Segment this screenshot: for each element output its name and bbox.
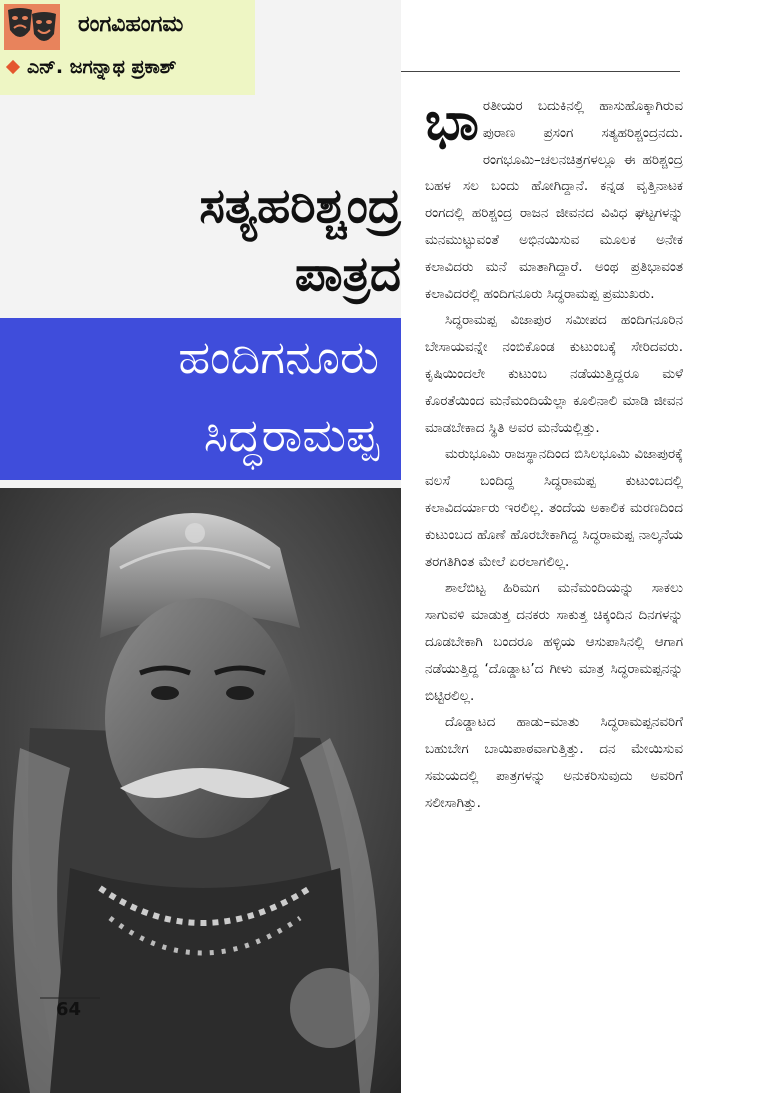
headline-highlight-line-1: ಹಂದಿಗನೂರು: [178, 330, 379, 384]
page-number: 64: [56, 999, 82, 1020]
diamond-bullet-icon: [6, 60, 20, 74]
headline-line-1: ಸತ್ಯಹರಿಶ್ಚಂದ್ರ: [199, 178, 401, 234]
drop-cap: ಭಾ: [425, 92, 479, 152]
article-paragraph: ದೊಡ್ಡಾಟದ ಹಾಡು–ಮಾತು ಸಿದ್ಧರಾಮಪ್ಪನವರಿಗೆ ಬಹುಬೇಗ ಬಾಯಿಪಾಠವಾಗುತ್ತಿತ್ತು. ದನ ಮೇಯಿಸುವ ಸಮಯದಲ್ಲಿ ಪಾತ್ರಗಳನ್ನು ಅನುಕರಿಸುವುದು ಅವರಿಗೆ ಸಲೀಸಾಗಿತ್ತು.: [425, 714, 683, 811]
article-paragraph: [425, 93, 683, 307]
author-name: ಎನ್. ಜಗನ್ನಾಥ ಪ್ರಕಾಶ್: [27, 56, 177, 78]
article-paragraph: ಸಿದ್ಧರಾಮಪ್ಪ ವಿಜಾಪುರ ಸಮೀಪದ ಹಂದಿಗನೂರಿನ ಬೇಸಾಯವನ್ನೇ ನಂಬಿಕೊಂಡ ಕುಟುಂಬಕ್ಕೆ ಸೇರಿದವರು. ಕೃಷಿಯಿಂದಲೇ ಕುಟುಂಬ ನಡೆಯುತ್ತಿದ್ದರೂ ಮಳೆ ಕೊರತೆಯಿಂದ ಮನೆಮಂದಿಯೆಲ್ಲಾ ಕೂಲಿನಾಲಿ ಮಾಡಿ ಜೀವನ ಮಾಡಬೇಕಾದ ಸ್ಥಿತಿ ಅವರ ಮನೆಯಲ್ಲಿತ್ತು.: [425, 312, 683, 436]
article-paragraph: ಮರುಭೂಮಿ ರಾಜಸ್ಥಾನದಿಂದ ಬಿಸಿಲಭೂಮಿ ವಿಜಾಪುರಕ್ಕೆ ವಲಸೆ ಬಂದಿದ್ದ ಸಿದ್ಧರಾಮಪ್ಪ ಕುಟುಂಬದಲ್ಲಿ ಕಲಾವಿದರ್ಯಾರು ಇರಲಿಲ್ಲ. ತಂದೆಯ ಅಕಾಲಿಕ ಮರಣದಿಂದ ಕುಟುಂಬದ ಹೊಣೆ ಹೊರಬೇಕಾಗಿದ್ದ ಸಿದ್ಧರಾಮಪ್ಪ ನಾಲ್ಕನೆಯ ತರಗತಿಗಿಂತ ಮೇಲೆ ಏರಲಾಗಲಿಲ್ಲ.: [425, 446, 683, 570]
section-name: ರಂಗವಿಹಂಗಮ: [78, 12, 184, 37]
article-paragraph: ಶಾಲೆಬಿಟ್ಟ ಹಿರಿಮಗ ಮನೆಮಂದಿಯನ್ನು ಸಾಕಲು ಸಾಗುವಳಿ ಮಾಡುತ್ತ ದನಕರು ಸಾಕುತ್ತ ಚಿಕ್ಕಂದಿನ ದಿನಗಳನ್ನು ದೂಡಬೇಕಾಗಿ ಬಂದರೂ ಹಳ್ಳಿಯ ಆಸುಪಾಸಿನಲ್ಲಿ ಆಗಾಗ ನಡೆಯುತ್ತಿದ್ದ ‘ದೊಡ್ಡಾಟ’ದ ಗೀಳು ಮಾತ್ರ ಸಿದ್ಧರಾಮಪ್ಪನನ್ನು ಬಿಟ್ಟಿರಲಿಲ್ಲ.: [425, 580, 683, 704]
headline: [199, 172, 401, 308]
theatre-masks-icon: [4, 4, 60, 50]
paragraph-text: ರತೀಯರ ಬದುಕಿನಲ್ಲಿ ಹಾಸುಹೊಕ್ಕಾಗಿರುವ ಪುರಾಣ ಪ್ರಸಂಗ ಸತ್ಯಹರಿಶ್ಚಂದ್ರನದು. ರಂಗಭೂಮಿ–ಚಲನಚಿತ್ರಗಳಲ್ಲೂ ಈ ಹರಿಶ್ಚಂದ್ರ ಬಹಳ ಸಲ ಬಂದು ಹೋಗಿದ್ದಾನೆ. ಕನ್ನಡ ವೃತ್ತಿನಾಟಕ ರಂಗದಲ್ಲಿ ಹರಿಶ್ಚಂದ್ರ ರಾಜನ ಜೀವನದ ವಿವಿಧ ಘಟ್ಟಗಳನ್ನು ಮನಮುಟ್ಟುವಂತೆ ಅಭಿನಯಿಸುವ ಮೂಲಕ ಅನೇಕ ಕಲಾವಿದರು ಮನೆ ಮಾತಾಗಿದ್ದಾರೆ. ಅಂಥ ಪ್ರತಿಭಾವಂತ ಕಲಾವಿದರಲ್ಲಿ ಹಂದಿಗನೂರು ಸಿದ್ಧರಾಮಪ್ಪ ಪ್ರಮುಖರು.: [425, 98, 683, 302]
headline-highlight-band: [0, 318, 401, 480]
column-divider: [401, 71, 680, 72]
column-header: [0, 0, 255, 95]
author-byline: [8, 56, 176, 78]
article-body: [425, 93, 683, 817]
headline-line-2: ಪಾತ್ರದ: [294, 246, 401, 302]
headline-highlight-line-2: ಸಿದ್ಧರಾಮಪ್ಪ: [203, 408, 379, 462]
